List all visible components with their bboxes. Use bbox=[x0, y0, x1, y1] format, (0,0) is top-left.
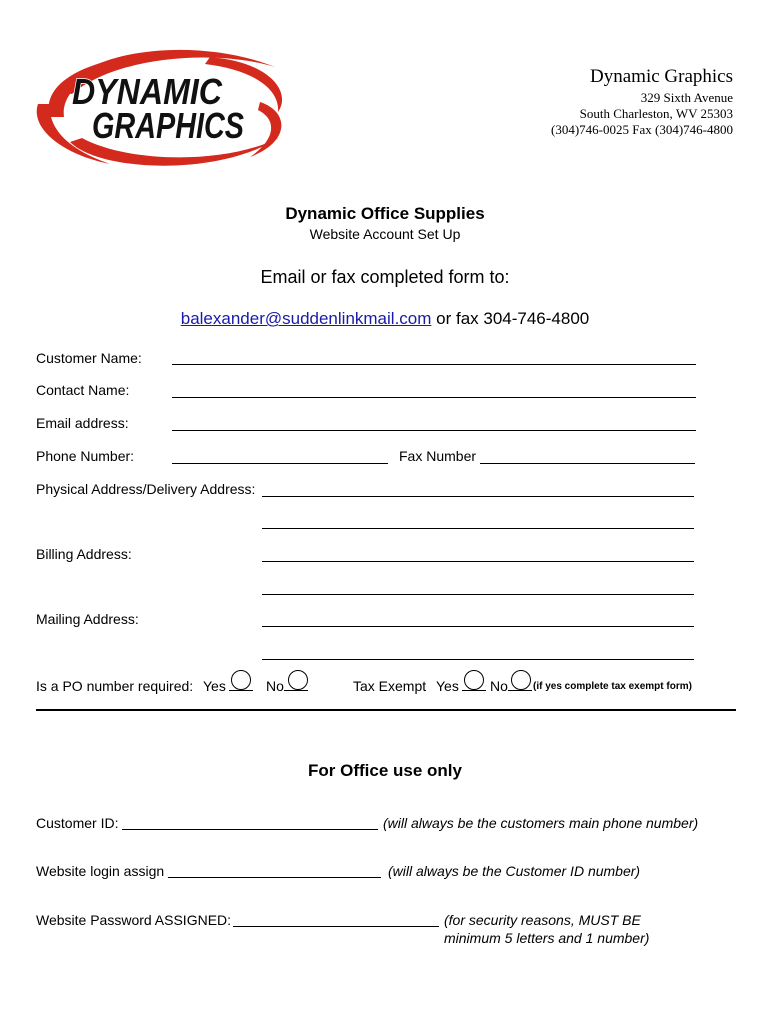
customer-id-note: (will always be the customers main phone number) bbox=[383, 815, 699, 831]
tax-exempt-note: (if yes complete tax exempt form) bbox=[533, 681, 692, 692]
mailing-address-label: Mailing Address: bbox=[36, 611, 139, 627]
company-street: 329 Sixth Avenue bbox=[640, 90, 733, 105]
customer-id-field[interactable] bbox=[122, 829, 378, 830]
physical-address-label: Physical Address/Delivery Address: bbox=[36, 481, 256, 497]
logo-line1: DYNAMIC bbox=[72, 71, 223, 112]
po-yes-radio[interactable] bbox=[231, 670, 251, 690]
company-city: South Charleston, WV 25303 bbox=[579, 106, 733, 121]
customer-name-field[interactable] bbox=[172, 364, 696, 365]
tax-no-underline bbox=[508, 690, 532, 691]
password-label: Website Password ASSIGNED: bbox=[36, 912, 232, 928]
physical-address-field-1[interactable] bbox=[262, 496, 694, 497]
billing-address-field-2[interactable] bbox=[262, 594, 694, 595]
password-note-line2: minimum 5 letters and 1 number) bbox=[444, 930, 650, 946]
tax-exempt-label: Tax Exempt bbox=[353, 678, 427, 694]
logo-line2: GRAPHICS bbox=[92, 105, 244, 146]
contact-name-field[interactable] bbox=[172, 397, 696, 398]
mailing-address-field-1[interactable] bbox=[262, 626, 694, 627]
tax-no-label: No bbox=[490, 678, 508, 694]
po-no-underline bbox=[284, 690, 308, 691]
po-no-label: No bbox=[266, 678, 284, 694]
form-subtitle: Website Account Set Up bbox=[309, 226, 461, 242]
email-link[interactable]: balexander@suddenlinkmail.com bbox=[180, 309, 432, 328]
tax-no-radio[interactable] bbox=[511, 670, 531, 690]
phone-field[interactable] bbox=[172, 463, 388, 464]
tax-yes-radio[interactable] bbox=[464, 670, 484, 690]
company-logo bbox=[30, 42, 300, 177]
login-note: (will always be the Customer ID number) bbox=[388, 863, 641, 879]
customer-id-label: Customer ID: bbox=[36, 815, 119, 831]
company-name: Dynamic Graphics bbox=[590, 66, 733, 87]
fax-label: Fax Number bbox=[399, 448, 477, 464]
tax-yes-underline bbox=[462, 690, 486, 691]
office-use-title: For Office use only bbox=[308, 761, 462, 780]
company-phones: (304)746-0025 Fax (304)746-4800 bbox=[551, 122, 733, 137]
mailing-address-field-2[interactable] bbox=[262, 659, 694, 660]
contact-name-label: Contact Name: bbox=[36, 382, 130, 398]
login-field[interactable] bbox=[168, 877, 381, 878]
submission-instruction: Email or fax completed form to: bbox=[260, 267, 510, 287]
billing-address-label: Billing Address: bbox=[36, 546, 132, 562]
submission-contact bbox=[0, 309, 770, 329]
password-field[interactable] bbox=[233, 926, 439, 927]
po-no-radio[interactable] bbox=[288, 670, 308, 690]
po-yes-label: Yes bbox=[203, 678, 226, 694]
form-title: Dynamic Office Supplies bbox=[285, 204, 485, 223]
fax-text: or fax 304-746-4800 bbox=[431, 309, 590, 328]
login-label: Website login assign bbox=[36, 863, 165, 879]
physical-address-field-2[interactable] bbox=[262, 528, 694, 529]
phone-label: Phone Number: bbox=[36, 448, 135, 464]
email-label: Email address: bbox=[36, 415, 129, 431]
customer-name-label: Customer Name: bbox=[36, 350, 142, 366]
po-required-label: Is a PO number required: bbox=[36, 678, 194, 694]
po-yes-underline bbox=[229, 690, 253, 691]
email-field[interactable] bbox=[172, 430, 696, 431]
password-note-line1: (for security reasons, MUST BE bbox=[444, 912, 641, 928]
billing-address-field-1[interactable] bbox=[262, 561, 694, 562]
tax-yes-label: Yes bbox=[436, 678, 459, 694]
fax-field[interactable] bbox=[480, 463, 695, 464]
section-divider bbox=[36, 709, 736, 711]
